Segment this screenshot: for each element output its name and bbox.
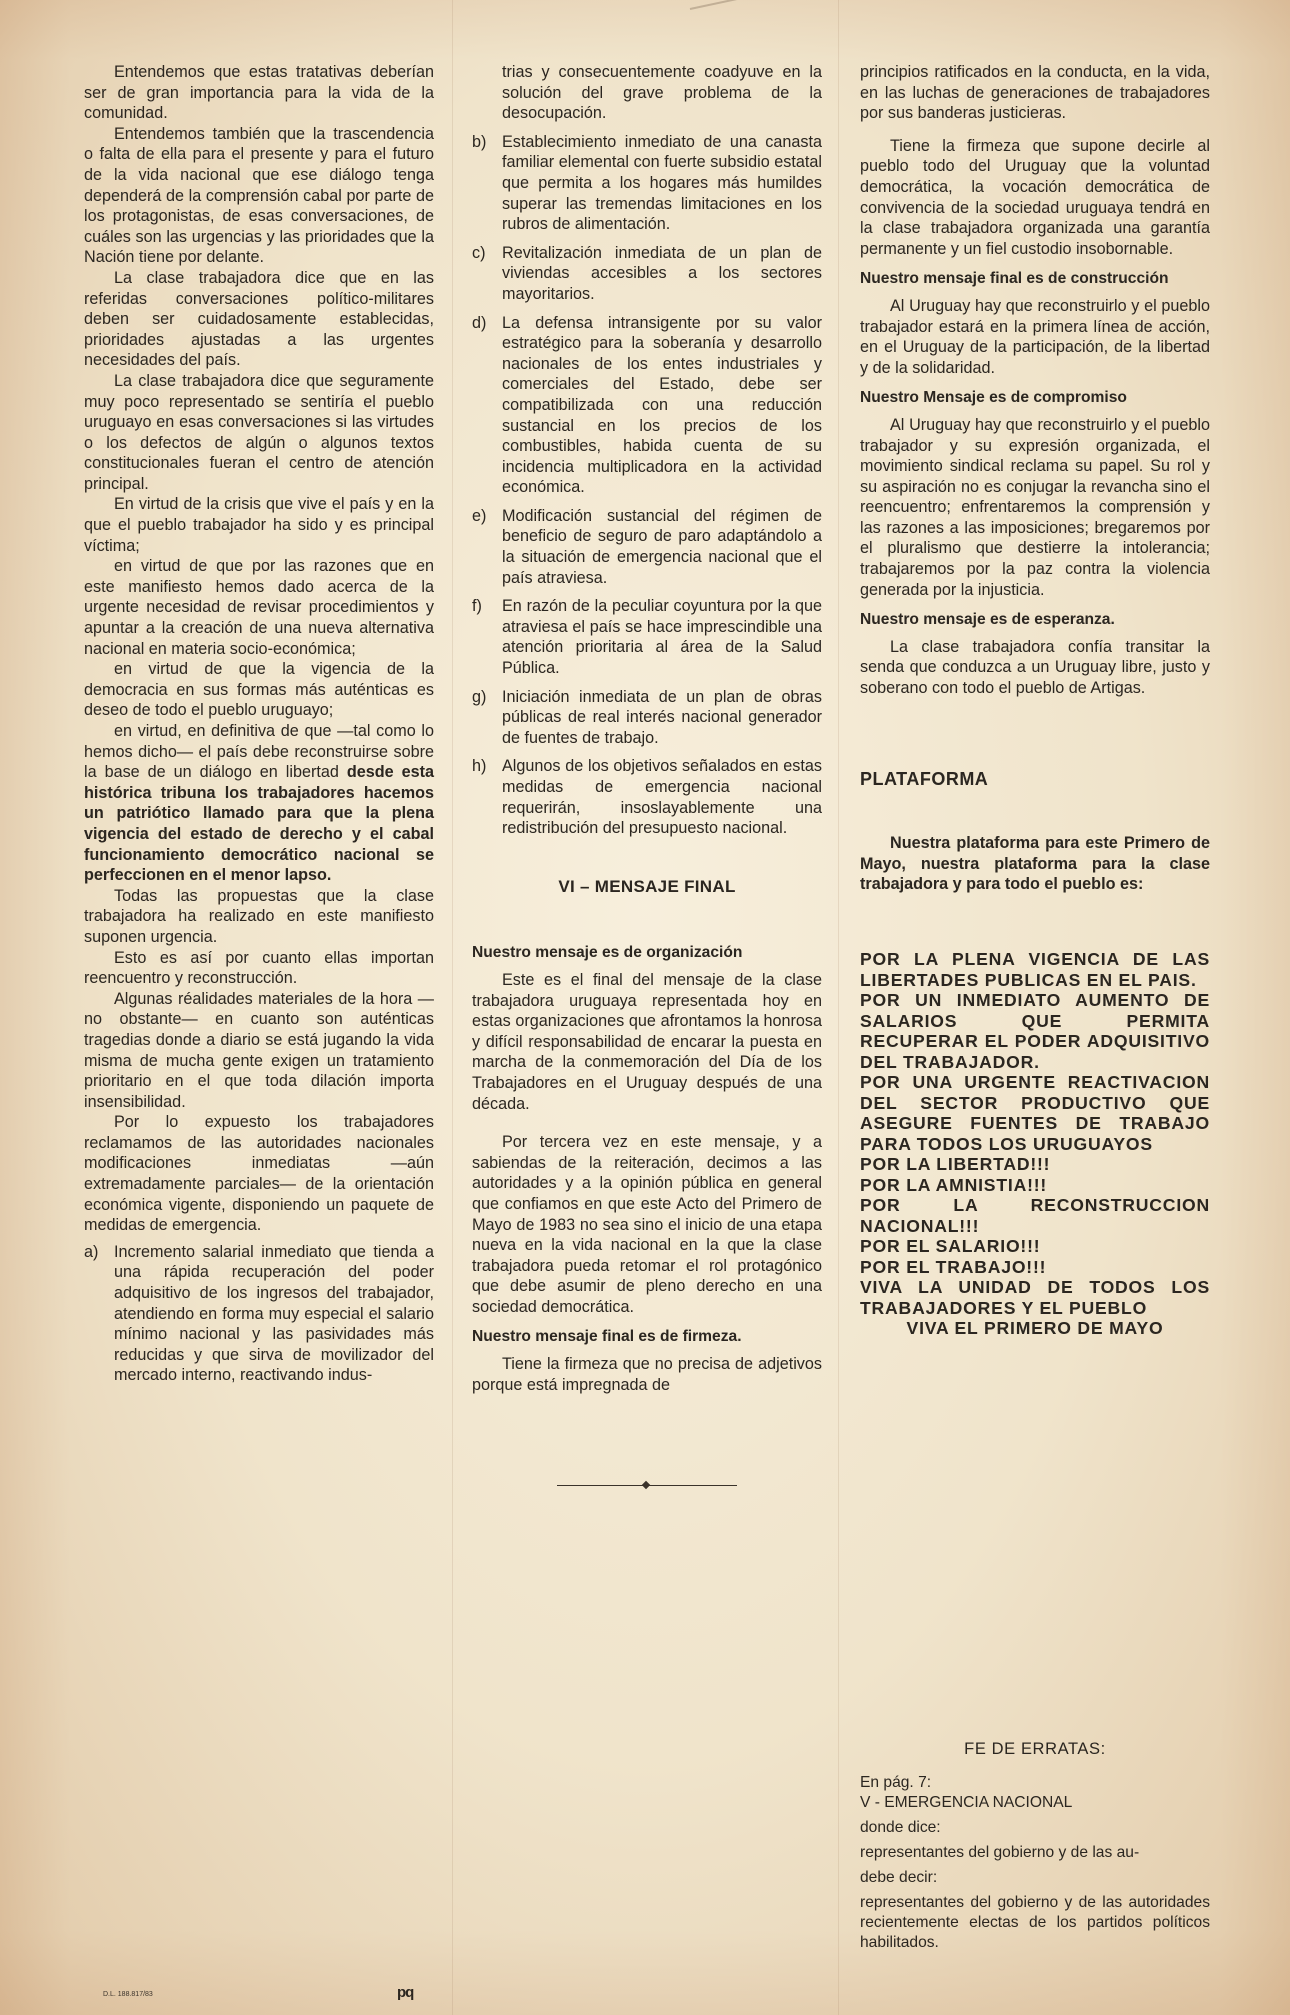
measure-item (472, 132, 822, 235)
item-text: Incremento salarial inmediato que tienda a una rápida recuperación del poder adquisitivo de los ingresos del trabajador, atendiendo en forma muy especial el salario mínimo nacional y las pasividades más reducidas y que sirva de movilizador del mercado interno, reactivando indus- (114, 1242, 434, 1385)
paragraph: La clase trabajadora dice que seguramente muy poco representado se sentiría el pueblo uruguayo en esas conversaciones si las virtudes o los defectos de algún o algunos textos constitucionales fueran el centro de atención principal. (84, 371, 434, 493)
item-text: Algunos de los objetivos señalados en estas medidas de emergencia nacional requerirán, insoslayablemente una redistribución del presupuesto nacional. (502, 757, 822, 838)
item-text: Establecimiento inmediato de una canasta familiar elemental con fuerte subsidio estatal que permita a los hogares más humildes superar las tremendas limitaciones en los rubros de alimentación. (502, 132, 822, 234)
paragraph: Esto es así por cuanto ellas importan reencuentro y reconstrucción. (84, 948, 434, 988)
slogan: POR LA AMNISTIA!!! (860, 1174, 1048, 1195)
item-letter: a) (84, 1242, 99, 1261)
errata-correct-text: representantes del gobierno y de las autoridades recientemente electas de los partidos políticos habilitados. (860, 1894, 1210, 1951)
errata-page: En pág. 7: (860, 1774, 932, 1791)
subheading: Nuestro mensaje es de esperanza. (860, 611, 1115, 629)
column-1 (84, 62, 434, 1394)
paragraph-text: en virtud, en definitiva de que —tal como lo hemos dicho— el país debe reconstruirse sobre la base de un diálogo en libertad (84, 722, 434, 782)
errata-section: V - EMERGENCIA NACIONAL (860, 1794, 1073, 1811)
subheading: Nuestro mensaje final es de construcción (860, 270, 1169, 288)
bold-appeal-text: desde esta histórica tribuna los trabajadores hacemos un patriótico llamado para que la plena vigencia del estado de derecho y el cabal funcionamiento democrático nacional se perfeccionen en el menor lapso. (84, 763, 435, 885)
item-text: En razón de la peculiar coyuntura por la que atraviesa el país se hace imprescindible una atención prioritaria al área de la Salud Pública. (502, 597, 822, 678)
subheading: Nuestro mensaje final es de firmeza. (472, 1328, 742, 1346)
item-letter: b) (472, 132, 487, 151)
paragraph: Algunas réalidades materiales de la hora —no obstante— en cuanto son auténticas tragedias donde a diario se está jugando la vida misma de mucha gente exigen un tratamiento prioritario en el que toda dilación importa insensibilidad. (84, 989, 434, 1111)
legal-deposit-number: D.L. 188.817/83 (103, 1991, 153, 1998)
printer-logo: pq (397, 1984, 414, 2001)
measure-item (84, 1242, 434, 1386)
measure-item (472, 313, 822, 498)
errata-box (860, 1739, 1210, 1958)
paragraph: En virtud de la crisis que vive el país y en la que el pueblo trabajador ha sido y es principal víctima; (84, 495, 434, 555)
slogan: POR LA PLENA VIGENCIA DE LAS LIBERTADES PUBLICAS EN EL PAIS. (860, 949, 1210, 990)
slogan: POR EL TRABAJO!!! (860, 1256, 1047, 1277)
paragraph: Al Uruguay hay que reconstruirlo y el pueblo trabajador y su expresión organizada, el movimiento sindical reclama su papel. Su rol y su aspiración no es conjugar la revancha sino el reencuentro; enfrentaremos la comprensión y las razones a las imposiciones; bregaremos por el pluralismo que destierre la intolerancia; trabajaremos por la paz contra la violencia generada por la injusticia. (860, 415, 1210, 599)
item-letter: g) (472, 687, 487, 706)
ornamental-divider (557, 1485, 737, 1486)
measure-item (472, 506, 822, 588)
column-2 (472, 62, 822, 1486)
errata-wrong-text: representantes del gobierno y de las au- (860, 1844, 1140, 1861)
slogan: POR EL SALARIO!!! (860, 1236, 1041, 1256)
paragraph: Todas las propuestas que la clase trabajadora ha realizado en este manifiesto suponen urgencia. (84, 886, 434, 946)
item-letter: c) (472, 243, 486, 262)
paragraph (84, 721, 434, 886)
slogan: POR LA RECONSTRUCCION NACIONAL!!! (860, 1195, 1210, 1236)
subheading: Nuestro mensaje es de organización (472, 944, 743, 962)
item-letter: f) (472, 597, 482, 616)
slogan: POR UN INMEDIATO AUMENTO DE SALARIOS QUE PERMITA RECUPERAR EL PODER ADQUISITIVO DEL TRABAJADOR. (860, 990, 1210, 1072)
measure-item (472, 687, 822, 749)
paragraph: en virtud de que la vigencia de la democracia en sus formas más auténticas es deseo de todo el pueblo uruguayo; (84, 660, 434, 720)
item-letter: e) (472, 506, 487, 525)
paragraph: en virtud de que por las razones que en este manifiesto hemos dado acerca de la urgente necesidad de revisar procedimientos y apuntar a la creación de una nueva alternativa nacional en materia socio-económica; (84, 557, 434, 658)
paragraph: Tiene la firmeza que supone decirle al pueblo todo del Uruguay que la voluntad democrática, la vocación democrática de convivencia de la sociedad uruguaya tendrá en la clase trabajadora organizada una garantía permanente y un fiel custodio insobornable. (860, 136, 1210, 258)
subheading: Nuestro Mensaje es de compromiso (860, 389, 1127, 407)
slogan: POR LA LIBERTAD!!! (860, 1154, 1051, 1174)
paragraph: Entendemos también que la trascendencia o falta de ella para el presente y para el futuro de la vida nacional que ese diálogo tenga dependerá de la comprensión cabal por parte de los protagonistas, de esas conversaciones, de cuáles son las urgencias y las prioridades que la Nación tiene por delante. (84, 124, 434, 267)
slogan: VIVA LA UNIDAD DE TODOS LOS TRABAJADORES Y EL PUEBLO (860, 1277, 1210, 1318)
item-text: La defensa intransigente por su valor estratégico para la soberanía y desarrollo nacionales de los entes industriales y comerciales del Estado, debe ser compatibilizada con una reducción sustancial en los precios de los combustibles, habida cuenta de su incidencia multiplicadora en la actividad económica. (502, 313, 822, 497)
paragraph-continuation: principios ratificados en la conducta, en la vida, en las luchas de generaciones de trabajadores por sus banderas justicieras. (860, 63, 1210, 123)
paragraph: Por tercera vez en este mensaje, y a sabiendas de la reiteración, decimos a las autoridades y a la opinión pública en general que confiamos en que este Acto del Primero de Mayo de 1983 no sea sino el inicio de una etapa nueva en la vida nacional en la que la clase trabajadora pueda retomar el rol protagónico que debe asumir de pleno derecho en una sociedad democrática. (472, 1133, 822, 1316)
paper-fold (452, 0, 453, 2015)
slogan: POR UNA URGENTE REACTIVACION DEL SECTOR PRODUCTIVO QUE ASEGURE FUENTES DE TRABAJO PARA TODOS LOS URUGUAYOS (860, 1072, 1210, 1154)
paragraph: Este es el final del mensaje de la clase trabajadora uruguaya representada hoy en estas organizaciones que afrontamos la honrosa y difícil responsabilidad de encarar la puesta en marcha de la conmemoración del Día de los Trabajadores en el Uruguay después de una década. (472, 970, 822, 1113)
platform-intro: Nuestra plataforma para este Primero de Mayo, nuestra plataforma para la clase trabajadora y para todo el pueblo es: (860, 834, 1210, 894)
errata-title: FE DE ERRATAS: (964, 1740, 1106, 1758)
item-letter: d) (472, 313, 487, 332)
section-title: VI – MENSAJE FINAL (558, 876, 736, 896)
item-text: Revitalización inmediata de un plan de viviendas accesibles a los sectores mayoritarios. (502, 243, 822, 303)
item-text: Iniciación inmediata de un plan de obras públicas de real interés nacional generador de fuentes de trabajo. (502, 687, 822, 747)
paper-fold (838, 0, 839, 2015)
paragraph: Tiene la firmeza que no precisa de adjetivos porque está impregnada de (472, 1355, 822, 1394)
paragraph: La clase trabajadora confía transitar la senda que conduzca a un Uruguay libre, justo y soberano con todo el pueblo de Artigas. (860, 637, 1210, 698)
measure-item (472, 243, 822, 305)
slogan-list (860, 949, 1210, 1339)
paragraph: Al Uruguay hay que reconstruirlo y el pueblo trabajador estará en la primera línea de acción, en el Uruguay de la participación, de la libertad y de la solidaridad. (860, 296, 1210, 377)
slogan: VIVA EL PRIMERO DE MAYO (906, 1318, 1164, 1338)
measure-item (472, 596, 822, 678)
measure-item (472, 756, 822, 838)
measure-list (472, 132, 822, 839)
item-continuation: trias y consecuentemente coadyuve en la solución del grave problema de la desocupación. (502, 63, 822, 123)
errata-where-label: donde dice: (860, 1819, 941, 1836)
paragraph: Entendemos que estas tratativas deberían ser de gran importancia para la vida de la comunidad. (84, 63, 434, 123)
paragraph: La clase trabajadora dice que en las referidas conversaciones político-militares deben ser cuidadosamente establecidas, prioridades ajustadas a las urgentes necesidades del país. (84, 268, 434, 370)
platform-title: PLATAFORMA (860, 768, 989, 789)
errata-correct-label: debe decir: (860, 1869, 938, 1886)
item-text: Modificación sustancial del régimen de beneficio de seguro de paro adaptándolo a la situación de emergencia nacional que el país atraviesa. (502, 506, 822, 587)
column-3 (860, 62, 1210, 1339)
item-letter: h) (472, 757, 487, 776)
paragraph: Por lo expuesto los trabajadores reclamamos de las autoridades nacionales modificaciones inmediatas —aún extremadamente parciales— de la orientación económica vigente, disponiendo un paquete de medidas de emergencia. (84, 1113, 434, 1235)
